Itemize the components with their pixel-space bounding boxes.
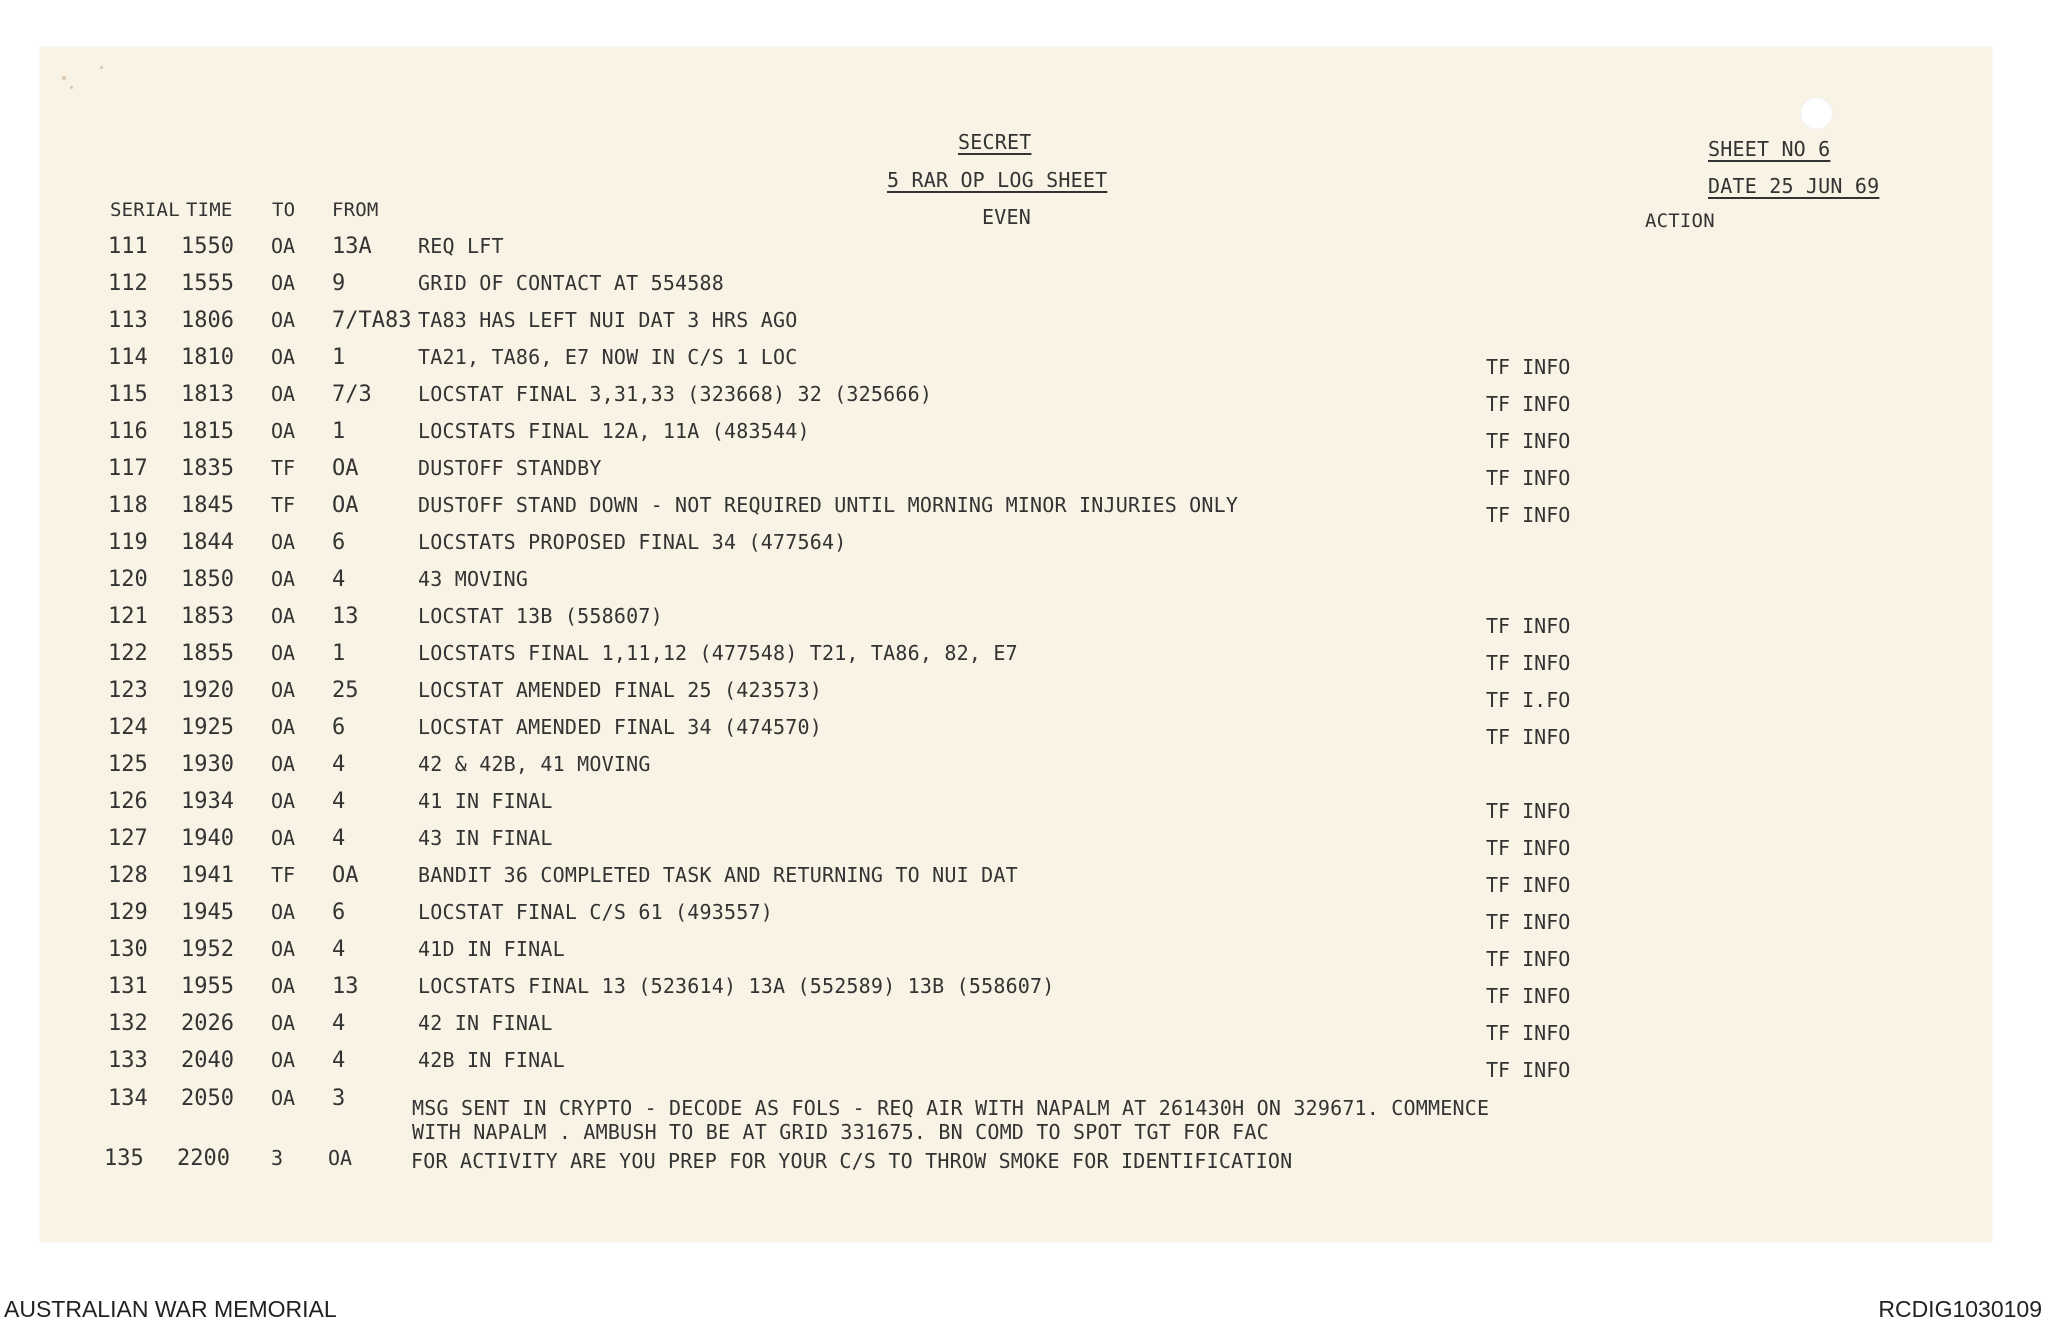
event-cell: LOCSTATS FINAL 12A, 11A (483544): [418, 419, 810, 443]
time-cell: 1941: [181, 863, 234, 888]
action-cell: TF INFO: [1486, 1058, 1571, 1082]
action-cell: TF INFO: [1486, 429, 1571, 453]
event-cell: DUSTOFF STANDBY: [418, 456, 602, 480]
from-cell: OA: [328, 1146, 353, 1170]
time-cell: 1934: [181, 789, 234, 814]
from-cell: 4: [332, 752, 346, 777]
log-row: [0, 1048, 2048, 1082]
to-cell: OA: [271, 789, 296, 813]
serial-cell: 116: [108, 419, 148, 444]
action-cell: TF INFO: [1486, 725, 1571, 749]
classification-heading: SECRET: [958, 130, 1032, 154]
log-row: [0, 937, 2048, 971]
to-cell: 3: [271, 1146, 284, 1170]
action-cell: TF INFO: [1486, 466, 1571, 490]
action-cell: TF INFO: [1486, 355, 1571, 379]
serial-cell: 115: [108, 382, 148, 407]
log-row: [0, 456, 2048, 490]
serial-cell: 118: [108, 493, 148, 518]
column-header-from: FROM: [332, 199, 379, 221]
log-row: [0, 863, 2048, 897]
time-cell: 2050: [181, 1086, 234, 1111]
serial-cell: 117: [108, 456, 148, 481]
to-cell: OA: [271, 678, 296, 702]
from-cell: 1: [332, 641, 346, 666]
event-cell: 42B IN FINAL: [418, 1048, 565, 1072]
event-cell: LOCSTAT AMENDED FINAL 25 (423573): [418, 678, 822, 702]
log-row: [0, 641, 2048, 675]
time-cell: 1813: [181, 382, 234, 407]
from-cell: 13: [332, 604, 359, 629]
action-cell: TF INFO: [1486, 910, 1571, 934]
from-cell: 4: [332, 937, 346, 962]
time-cell: 1925: [181, 715, 234, 740]
to-cell: OA: [271, 604, 296, 628]
event-cell-line2: WITH NAPALM . AMBUSH TO BE AT GRID 331675. BN COMD TO SPOT TGT FOR FAC: [412, 1120, 1269, 1144]
action-cell: TF INFO: [1486, 614, 1571, 638]
paper-stain: [70, 86, 73, 89]
serial-cell: 122: [108, 641, 148, 666]
time-cell: 1952: [181, 937, 234, 962]
to-cell: TF: [271, 863, 296, 887]
to-cell: OA: [271, 974, 296, 998]
serial-cell: 125: [108, 752, 148, 777]
serial-cell: 126: [108, 789, 148, 814]
event-cell: LOCSTATS FINAL 1,11,12 (477548) T21, TA86, 82, E7: [418, 641, 1018, 665]
time-cell: 1555: [181, 271, 234, 296]
log-row: [0, 1086, 2048, 1146]
event-cell: LOCSTAT FINAL 3,31,33 (323668) 32 (325666): [418, 382, 933, 406]
event-cell: TA21, TA86, E7 NOW IN C/S 1 LOC: [418, 345, 798, 369]
paper-stain: [100, 66, 103, 69]
serial-cell: 112: [108, 271, 148, 296]
punch-hole: [1800, 97, 1833, 130]
serial-cell: 120: [108, 567, 148, 592]
time-cell: 1850: [181, 567, 234, 592]
time-cell: 1845: [181, 493, 234, 518]
log-row: [0, 715, 2048, 749]
action-cell: TF INFO: [1486, 651, 1571, 675]
log-row: [0, 604, 2048, 638]
to-cell: TF: [271, 456, 296, 480]
to-cell: OA: [271, 1048, 296, 1072]
action-cell: TF INFO: [1486, 392, 1571, 416]
action-cell: TF INFO: [1486, 947, 1571, 971]
to-cell: OA: [271, 826, 296, 850]
time-cell: 2026: [181, 1011, 234, 1036]
sheet-number: SHEET NO 6: [1708, 137, 1831, 161]
from-cell: 3: [332, 1086, 346, 1111]
time-cell: 1930: [181, 752, 234, 777]
log-row: [0, 493, 2048, 527]
column-header-time: TIME: [186, 199, 233, 221]
time-cell: 1810: [181, 345, 234, 370]
event-cell: LOCSTAT FINAL C/S 61 (493557): [418, 900, 773, 924]
event-cell-line1: MSG SENT IN CRYPTO - DECODE AS FOLS - REQ AIR WITH NAPALM AT 261430H ON 329671. COMMENCE: [412, 1096, 1490, 1120]
serial-cell: 114: [108, 345, 148, 370]
document-subtitle: EVEN: [982, 205, 1031, 229]
action-cell: TF INFO: [1486, 799, 1571, 823]
time-cell: 1855: [181, 641, 234, 666]
serial-cell: 111: [108, 234, 148, 259]
log-row: [0, 789, 2048, 823]
serial-cell: 123: [108, 678, 148, 703]
column-header-serial: SERIAL: [110, 199, 180, 221]
log-row: [0, 567, 2048, 597]
event-cell: TA83 HAS LEFT NUI DAT 3 HRS AGO: [418, 308, 798, 332]
log-row: [0, 678, 2048, 712]
to-cell: OA: [271, 752, 296, 776]
from-cell: 1: [332, 345, 346, 370]
event-cell: DUSTOFF STAND DOWN - NOT REQUIRED UNTIL MORNING MINOR INJURIES ONLY: [418, 493, 1239, 517]
column-header-to: TO: [272, 199, 296, 221]
action-cell: TF INFO: [1486, 836, 1571, 860]
action-cell: TF INFO: [1486, 984, 1571, 1008]
serial-cell: 135: [104, 1146, 144, 1171]
log-row: [0, 1011, 2048, 1045]
log-row: [0, 900, 2048, 934]
action-cell: TF INFO: [1486, 1021, 1571, 1045]
time-cell: 1844: [181, 530, 234, 555]
log-row: [0, 1146, 2048, 1176]
serial-cell: 134: [108, 1086, 148, 1111]
to-cell: OA: [271, 234, 296, 258]
to-cell: OA: [271, 1011, 296, 1035]
footer-document-id: RCDIG1030109: [1878, 1296, 2042, 1322]
serial-cell: 131: [108, 974, 148, 999]
time-cell: 2040: [181, 1048, 234, 1073]
event-cell: FOR ACTIVITY ARE YOU PREP FOR YOUR C/S TO THROW SMOKE FOR IDENTIFICATION: [411, 1149, 1293, 1173]
footer-archive-name: AUSTRALIAN WAR MEMORIAL: [4, 1296, 337, 1322]
event-cell: REQ LFT: [418, 234, 504, 258]
event-cell: BANDIT 36 COMPLETED TASK AND RETURNING TO NUI DAT: [418, 863, 1018, 887]
from-cell: 4: [332, 567, 346, 592]
from-cell: 4: [332, 826, 346, 851]
time-cell: 1806: [181, 308, 234, 333]
sheet-date: DATE 25 JUN 69: [1708, 174, 1880, 198]
from-cell: 6: [332, 530, 346, 555]
from-cell: 13: [332, 974, 359, 999]
time-cell: 1955: [181, 974, 234, 999]
to-cell: OA: [271, 937, 296, 961]
log-row: [0, 308, 2048, 338]
log-row: [0, 382, 2048, 416]
to-cell: OA: [271, 641, 296, 665]
serial-cell: 119: [108, 530, 148, 555]
time-cell: 1853: [181, 604, 234, 629]
log-row: [0, 234, 2048, 264]
to-cell: OA: [271, 308, 296, 332]
to-cell: TF: [271, 493, 296, 517]
log-row: [0, 974, 2048, 1008]
to-cell: OA: [271, 900, 296, 924]
action-cell: TF INFO: [1486, 503, 1571, 527]
event-cell: 43 IN FINAL: [418, 826, 553, 850]
log-row: [0, 271, 2048, 301]
event-cell: LOCSTATS PROPOSED FINAL 34 (477564): [418, 530, 847, 554]
serial-cell: 130: [108, 937, 148, 962]
action-cell: TF INFO: [1486, 873, 1571, 897]
to-cell: OA: [271, 419, 296, 443]
event-cell: LOCSTAT AMENDED FINAL 34 (474570): [418, 715, 822, 739]
time-cell: 1920: [181, 678, 234, 703]
time-cell: 1940: [181, 826, 234, 851]
paper-stain: [62, 76, 66, 80]
to-cell: OA: [271, 567, 296, 591]
serial-cell: 113: [108, 308, 148, 333]
to-cell: OA: [271, 382, 296, 406]
from-cell: 6: [332, 900, 346, 925]
to-cell: OA: [271, 530, 296, 554]
from-cell: 4: [332, 1048, 346, 1073]
time-cell: 1945: [181, 900, 234, 925]
event-cell: 41 IN FINAL: [418, 789, 553, 813]
time-cell: 1550: [181, 234, 234, 259]
document-title: 5 RAR OP LOG SHEET: [887, 168, 1108, 192]
log-row: [0, 826, 2048, 860]
serial-cell: 127: [108, 826, 148, 851]
from-cell: OA: [332, 493, 359, 518]
serial-cell: 133: [108, 1048, 148, 1073]
serial-cell: 124: [108, 715, 148, 740]
from-cell: 9: [332, 271, 346, 296]
from-cell: 7/3: [332, 382, 372, 407]
serial-cell: 121: [108, 604, 148, 629]
from-cell: 7/TA83: [332, 308, 412, 333]
from-cell: 13A: [332, 234, 372, 259]
serial-cell: 128: [108, 863, 148, 888]
log-row: [0, 530, 2048, 560]
event-cell: GRID OF CONTACT AT 554588: [418, 271, 725, 295]
column-header-action: ACTION: [1645, 210, 1715, 232]
log-row: [0, 419, 2048, 453]
to-cell: OA: [271, 345, 296, 369]
event-cell: 42 IN FINAL: [418, 1011, 553, 1035]
event-cell: 42 & 42B, 41 MOVING: [418, 752, 651, 776]
from-cell: 6: [332, 715, 346, 740]
time-cell: 2200: [177, 1146, 230, 1171]
serial-cell: 129: [108, 900, 148, 925]
from-cell: OA: [332, 456, 359, 481]
event-cell: LOCSTAT 13B (558607): [418, 604, 663, 628]
log-row: [0, 345, 2048, 379]
action-cell: TF I.FO: [1486, 688, 1571, 712]
to-cell: OA: [271, 271, 296, 295]
to-cell: OA: [271, 715, 296, 739]
event-cell: 41D IN FINAL: [418, 937, 565, 961]
time-cell: 1835: [181, 456, 234, 481]
from-cell: 1: [332, 419, 346, 444]
from-cell: OA: [332, 863, 359, 888]
log-row: [0, 752, 2048, 782]
event-cell: 43 MOVING: [418, 567, 529, 591]
from-cell: 4: [332, 1011, 346, 1036]
from-cell: 25: [332, 678, 359, 703]
time-cell: 1815: [181, 419, 234, 444]
to-cell: OA: [271, 1086, 296, 1110]
serial-cell: 132: [108, 1011, 148, 1036]
event-cell: LOCSTATS FINAL 13 (523614) 13A (552589) 13B (558607): [418, 974, 1055, 998]
from-cell: 4: [332, 789, 346, 814]
